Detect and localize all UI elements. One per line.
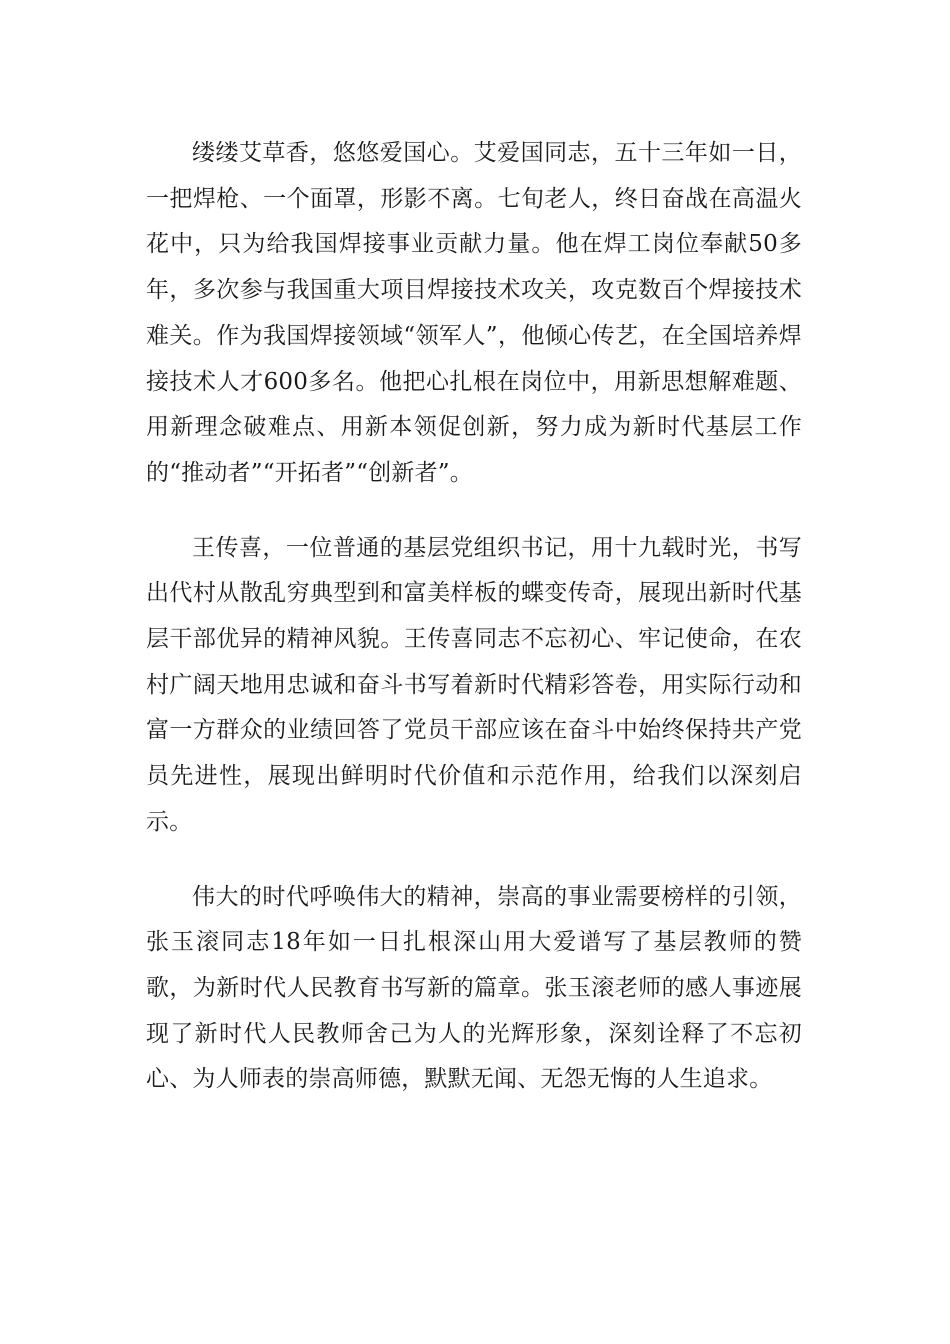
paragraph-zhang-yugun: 伟大的时代呼唤伟大的精神，崇高的事业需要榜样的引领，张玉滚同志18年如一日扎根深山用大爱谱写了基层教师的赞歌，为新时代人民教育书写新的篇章。张玉滚老师的感人事迹展现了新时代人民教师舍己为人的光辉形象，深刻诠释了不忘初心、为人师表的崇高师德，默默无闻、无怨无悔的人生追求。	[146, 883, 802, 1093]
paragraph-ai-aiguo: 缕缕艾草香，悠悠爱国心。艾爱国同志，五十三年如一日，一把焊枪、一个面罩，形影不离。七旬老人，终日奋战在高温火花中，只为给我国焊接事业贡献力量。他在焊工岗位奉献50多年，多次参与我国重大项目焊接技术攻关，攻克数百个焊接技术难关。作为我国焊接领域“领军人”，他倾心传艺，在全国培养焊接技术人才600多名。他把心扎根在岗位中，用新思想解难题、用新理念破难点、用新本领促创新，努力成为新时代基层工作的“推动者”“开拓者”“创新者”。	[146, 140, 802, 486]
document-body	[146, 131, 802, 1132]
paragraph-wang-chuanxi: 王传喜，一位普通的基层党组织书记，用十九载时光，书写出代村从散乱穷典型到和富美样板的蝶变传奇，展现出新时代基层干部优异的精神风貌。王传喜同志不忘初心、牢记使命，在农村广阔天地用忠诚和奋斗书写着新时代精彩答卷，用实际行动和富一方群众的业绩回答了党员干部应该在奋斗中始终保持共产党员先进性，展现出鲜明时代价值和示范作用，给我们以深刻启示。	[146, 534, 802, 835]
